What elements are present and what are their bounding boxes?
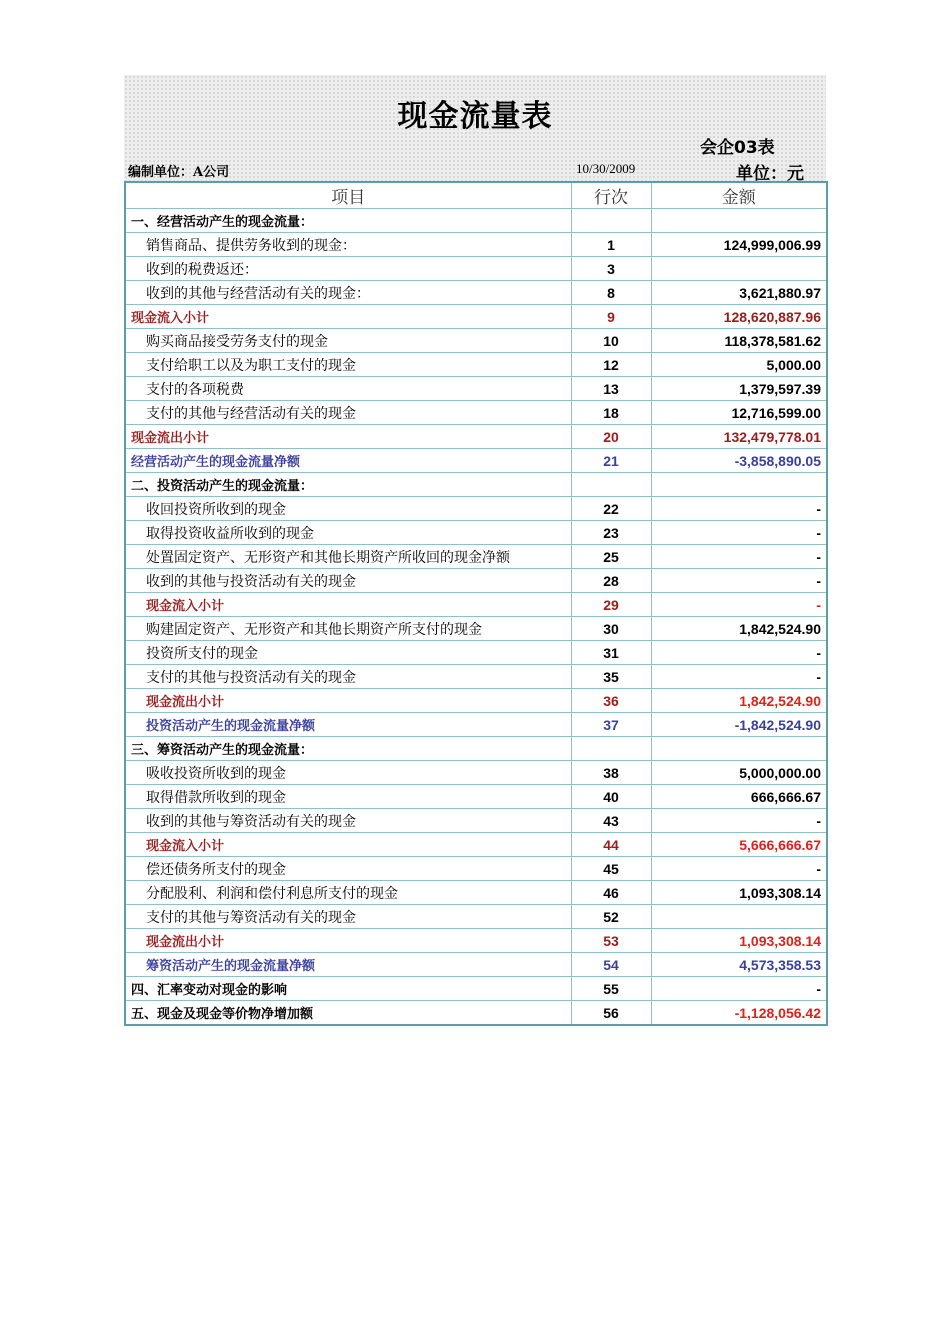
row-amount-cell: - xyxy=(651,545,827,569)
table-row xyxy=(125,833,827,857)
row-item-cell: 现金流入小计 xyxy=(125,305,571,329)
row-amount-cell: 128,620,887.96 xyxy=(651,305,827,329)
row-amount-cell: - xyxy=(651,857,827,881)
row-item-cell: 收回投资所收到的现金 xyxy=(125,497,571,521)
row-item-cell: 筹资活动产生的现金流量净额 xyxy=(125,953,571,977)
row-item-cell: 购买商品接受劳务支付的现金 xyxy=(125,329,571,353)
row-line-cell: 31 xyxy=(571,641,651,665)
row-line-cell: 18 xyxy=(571,401,651,425)
row-line-cell: 56 xyxy=(571,1001,651,1026)
row-item-cell: 取得投资收益所收到的现金 xyxy=(125,521,571,545)
currency-unit: 单位：元 xyxy=(736,164,804,184)
table-row xyxy=(125,1001,827,1026)
table-row xyxy=(125,881,827,905)
row-amount-cell: 132,479,778.01 xyxy=(651,425,827,449)
row-item-cell: 支付的其他与经营活动有关的现金 xyxy=(125,401,571,425)
table-row xyxy=(125,401,827,425)
table-row xyxy=(125,473,827,497)
row-line-cell: 45 xyxy=(571,857,651,881)
row-line-cell: 55 xyxy=(571,977,651,1001)
row-amount-cell: 5,000.00 xyxy=(651,353,827,377)
row-amount-cell: - xyxy=(651,977,827,1001)
row-line-cell: 12 xyxy=(571,353,651,377)
row-line-cell: 13 xyxy=(571,377,651,401)
row-item-cell: 投资所支付的现金 xyxy=(125,641,571,665)
row-item-cell: 支付的其他与投资活动有关的现金 xyxy=(125,665,571,689)
row-amount-cell: -1,842,524.90 xyxy=(651,713,827,737)
row-amount-cell: 3,621,880.97 xyxy=(651,281,827,305)
row-amount-cell: - xyxy=(651,593,827,617)
row-line-cell: 21 xyxy=(571,449,651,473)
report-header xyxy=(124,75,826,184)
row-amount-cell: - xyxy=(651,569,827,593)
table-row xyxy=(125,737,827,761)
row-line-cell: 23 xyxy=(571,521,651,545)
row-item-cell: 分配股利、利润和偿付利息所支付的现金 xyxy=(125,881,571,905)
table-row xyxy=(125,713,827,737)
row-line-cell: 52 xyxy=(571,905,651,929)
row-line-cell: 37 xyxy=(571,713,651,737)
row-amount-cell: - xyxy=(651,497,827,521)
row-line-cell xyxy=(571,737,651,761)
row-item-cell: 处置固定资产、无形资产和其他长期资产所收回的现金净额 xyxy=(125,545,571,569)
table-row xyxy=(125,305,827,329)
table-row xyxy=(125,593,827,617)
row-amount-cell: 124,999,006.99 xyxy=(651,233,827,257)
row-item-cell: 吸收投资所收到的现金 xyxy=(125,761,571,785)
row-amount-cell xyxy=(651,209,827,233)
table-row xyxy=(125,209,827,233)
table-row xyxy=(125,977,827,1001)
compiling-unit: 编制单位：A公司 xyxy=(128,165,230,180)
row-line-cell: 36 xyxy=(571,689,651,713)
table-row xyxy=(125,953,827,977)
form-number: 会企03表 xyxy=(700,138,775,158)
row-line-cell: 8 xyxy=(571,281,651,305)
row-item-cell: 五、现金及现金等价物净增加额 xyxy=(125,1001,571,1026)
row-line-cell: 35 xyxy=(571,665,651,689)
row-line-cell: 1 xyxy=(571,233,651,257)
row-line-cell: 38 xyxy=(571,761,651,785)
row-amount-cell: -1,128,056.42 xyxy=(651,1001,827,1026)
row-line-cell: 54 xyxy=(571,953,651,977)
row-item-cell: 经营活动产生的现金流量净额 xyxy=(125,449,571,473)
row-amount-cell: - xyxy=(651,665,827,689)
row-item-cell: 支付的其他与筹资活动有关的现金 xyxy=(125,905,571,929)
report-title: 现金流量表 xyxy=(397,99,553,134)
table-row xyxy=(125,257,827,281)
table-row xyxy=(125,353,827,377)
column-header-line: 行次 xyxy=(571,182,651,209)
row-line-cell: 40 xyxy=(571,785,651,809)
row-item-cell: 现金流出小计 xyxy=(125,689,571,713)
row-amount-cell: 118,378,581.62 xyxy=(651,329,827,353)
row-item-cell: 三、筹资活动产生的现金流量： xyxy=(125,737,571,761)
table-row xyxy=(125,665,827,689)
table-row xyxy=(125,449,827,473)
row-line-cell: 10 xyxy=(571,329,651,353)
row-line-cell: 9 xyxy=(571,305,651,329)
report-date: 10/30/2009 xyxy=(576,161,636,176)
table-row xyxy=(125,521,827,545)
row-item-cell: 现金流出小计 xyxy=(125,425,571,449)
table-row xyxy=(125,425,827,449)
column-header-amount: 金额 xyxy=(651,182,827,209)
table-row xyxy=(125,329,827,353)
table-row xyxy=(125,761,827,785)
row-line-cell: 25 xyxy=(571,545,651,569)
row-item-cell: 投资活动产生的现金流量净额 xyxy=(125,713,571,737)
row-item-cell: 现金流入小计 xyxy=(125,833,571,857)
row-line-cell xyxy=(571,473,651,497)
row-amount-cell: 666,666.67 xyxy=(651,785,827,809)
row-item-cell: 支付的各项税费 xyxy=(125,377,571,401)
table-header-row xyxy=(125,182,827,209)
row-amount-cell: 4,573,358.53 xyxy=(651,953,827,977)
row-amount-cell: 5,000,000.00 xyxy=(651,761,827,785)
row-amount-cell: 1,842,524.90 xyxy=(651,689,827,713)
row-item-cell: 偿还债务所支付的现金 xyxy=(125,857,571,881)
row-item-cell: 四、汇率变动对现金的影响 xyxy=(125,977,571,1001)
table-row xyxy=(125,545,827,569)
row-item-cell: 销售商品、提供劳务收到的现金： xyxy=(125,233,571,257)
row-amount-cell xyxy=(651,737,827,761)
row-amount-cell xyxy=(651,473,827,497)
row-amount-cell: - xyxy=(651,641,827,665)
row-amount-cell: - xyxy=(651,809,827,833)
row-line-cell: 44 xyxy=(571,833,651,857)
row-item-cell: 收到的税费返还： xyxy=(125,257,571,281)
row-item-cell: 收到的其他与经营活动有关的现金： xyxy=(125,281,571,305)
table-row xyxy=(125,281,827,305)
row-line-cell xyxy=(571,209,651,233)
table-row xyxy=(125,929,827,953)
row-item-cell: 取得借款所收到的现金 xyxy=(125,785,571,809)
table-row xyxy=(125,905,827,929)
row-item-cell: 购建固定资产、无形资产和其他长期资产所支付的现金 xyxy=(125,617,571,641)
row-amount-cell: - xyxy=(651,521,827,545)
row-amount-cell: 12,716,599.00 xyxy=(651,401,827,425)
table-row xyxy=(125,689,827,713)
table-row xyxy=(125,809,827,833)
row-amount-cell: 5,666,666.67 xyxy=(651,833,827,857)
row-line-cell: 3 xyxy=(571,257,651,281)
table-row xyxy=(125,377,827,401)
row-amount-cell: 1,093,308.14 xyxy=(651,881,827,905)
table-row xyxy=(125,617,827,641)
row-line-cell: 29 xyxy=(571,593,651,617)
row-line-cell: 30 xyxy=(571,617,651,641)
table-row xyxy=(125,857,827,881)
row-line-cell: 43 xyxy=(571,809,651,833)
row-item-cell: 一、经营活动产生的现金流量： xyxy=(125,209,571,233)
table-row xyxy=(125,641,827,665)
table-row xyxy=(125,785,827,809)
row-line-cell: 28 xyxy=(571,569,651,593)
row-amount-cell: 1,842,524.90 xyxy=(651,617,827,641)
row-amount-cell xyxy=(651,257,827,281)
cash-flow-table xyxy=(124,181,828,1026)
column-header-item: 项目 xyxy=(125,182,571,209)
row-line-cell: 20 xyxy=(571,425,651,449)
row-amount-cell: 1,379,597.39 xyxy=(651,377,827,401)
row-item-cell: 现金流入小计 xyxy=(125,593,571,617)
row-item-cell: 现金流出小计 xyxy=(125,929,571,953)
table-row xyxy=(125,497,827,521)
table-row xyxy=(125,233,827,257)
row-amount-cell: -3,858,890.05 xyxy=(651,449,827,473)
row-line-cell: 22 xyxy=(571,497,651,521)
row-line-cell: 46 xyxy=(571,881,651,905)
row-amount-cell xyxy=(651,905,827,929)
row-amount-cell: 1,093,308.14 xyxy=(651,929,827,953)
row-item-cell: 收到的其他与筹资活动有关的现金 xyxy=(125,809,571,833)
row-item-cell: 支付给职工以及为职工支付的现金 xyxy=(125,353,571,377)
row-item-cell: 收到的其他与投资活动有关的现金 xyxy=(125,569,571,593)
table-row xyxy=(125,569,827,593)
row-item-cell: 二、投资活动产生的现金流量： xyxy=(125,473,571,497)
row-line-cell: 53 xyxy=(571,929,651,953)
